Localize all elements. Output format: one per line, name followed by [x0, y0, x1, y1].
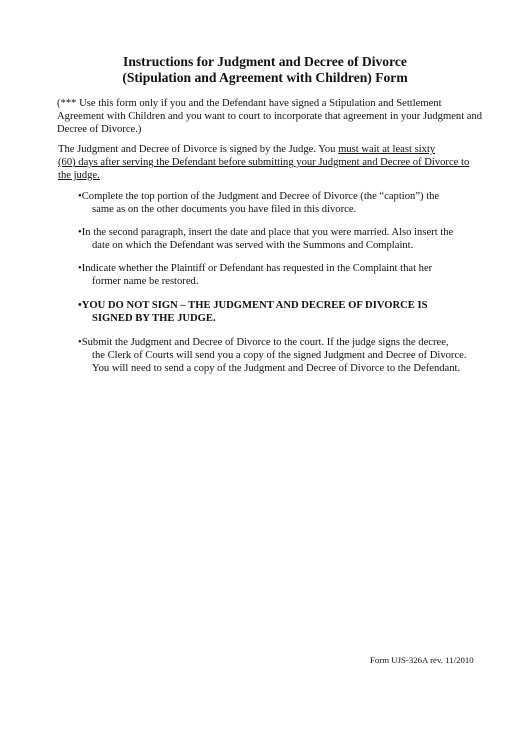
intro-line-1: (*** Use this form only if you and the Defendant have signed a Stipulation and Settlement — [57, 98, 442, 109]
bullet-icon: • — [78, 300, 82, 311]
page-title-line-1: Instructions for Judgment and Decree of Divorce — [123, 54, 407, 69]
bullet-text-line-2: same as on the other documents you have filed in this divorce. — [92, 204, 357, 215]
page-title-line-2: (Stipulation and Agreement with Children) Form — [122, 70, 408, 85]
bullet-icon: • — [78, 337, 82, 348]
instruction-bullet-former-name — [78, 262, 432, 288]
judge-notice-line-1 — [58, 143, 469, 156]
bullet-text-line-2: former name be restored. — [92, 276, 199, 287]
instruction-bullet-do-not-sign — [78, 299, 428, 325]
bullet-text-line-1: Indicate whether the Plaintiff or Defendant has requested in the Complaint that her — [81, 263, 433, 274]
intro-line-3: Decree of Divorce.) — [57, 124, 142, 135]
judge-notice-line-3: the judge. — [58, 170, 100, 181]
bullet-icon: • — [78, 191, 82, 202]
bullet-text-line-1: Complete the top portion of the Judgment and Decree of Divorce (the “caption”) the — [81, 191, 440, 202]
judge-notice-plain-text: The Judgment and Decree of Divorce is signed by the Judge. You — [58, 144, 339, 155]
judge-notice-paragraph — [58, 143, 469, 182]
bullet-icon: • — [78, 227, 82, 238]
intro-line-2: Agreement with Children and you want to court to incorporate that agreement in your Judgment and — [57, 111, 483, 122]
bullet-text-line-1: In the second paragraph, insert the date and place that you were married. Also insert the — [81, 227, 454, 238]
instruction-bullet-marriage-date — [78, 226, 453, 252]
instruction-bullet-submit — [78, 336, 467, 375]
form-number-footer: Form UJS-326A rev. 11/2010 — [370, 655, 474, 665]
judge-notice-line-2: (60) days after serving the Defendant before submitting your Judgment and Decree of Divorce to — [58, 157, 470, 168]
intro-paragraph — [57, 97, 482, 136]
judge-notice-underlined-text: must wait at least sixty — [338, 144, 436, 155]
bullet-text-line-1: Submit the Judgment and Decree of Divorce to the court. If the judge signs the decree, — [81, 337, 449, 348]
bullet-icon: • — [78, 263, 82, 274]
bullet-text-line-1: YOU DO NOT SIGN – THE JUDGMENT AND DECREE OF DIVORCE IS — [81, 300, 428, 311]
bullet-text-line-2: the Clerk of Courts will send you a copy of the signed Judgment and Decree of Divorce. — [92, 350, 467, 361]
bullet-text-line-2: date on which the Defendant was served with the Summons and Complaint. — [92, 240, 414, 251]
bullet-text-line-2: SIGNED BY THE JUDGE. — [92, 313, 216, 324]
instruction-bullet-caption — [78, 190, 439, 216]
bullet-text-line-3: You will need to send a copy of the Judgment and Decree of Divorce to the Defendant. — [92, 363, 461, 374]
